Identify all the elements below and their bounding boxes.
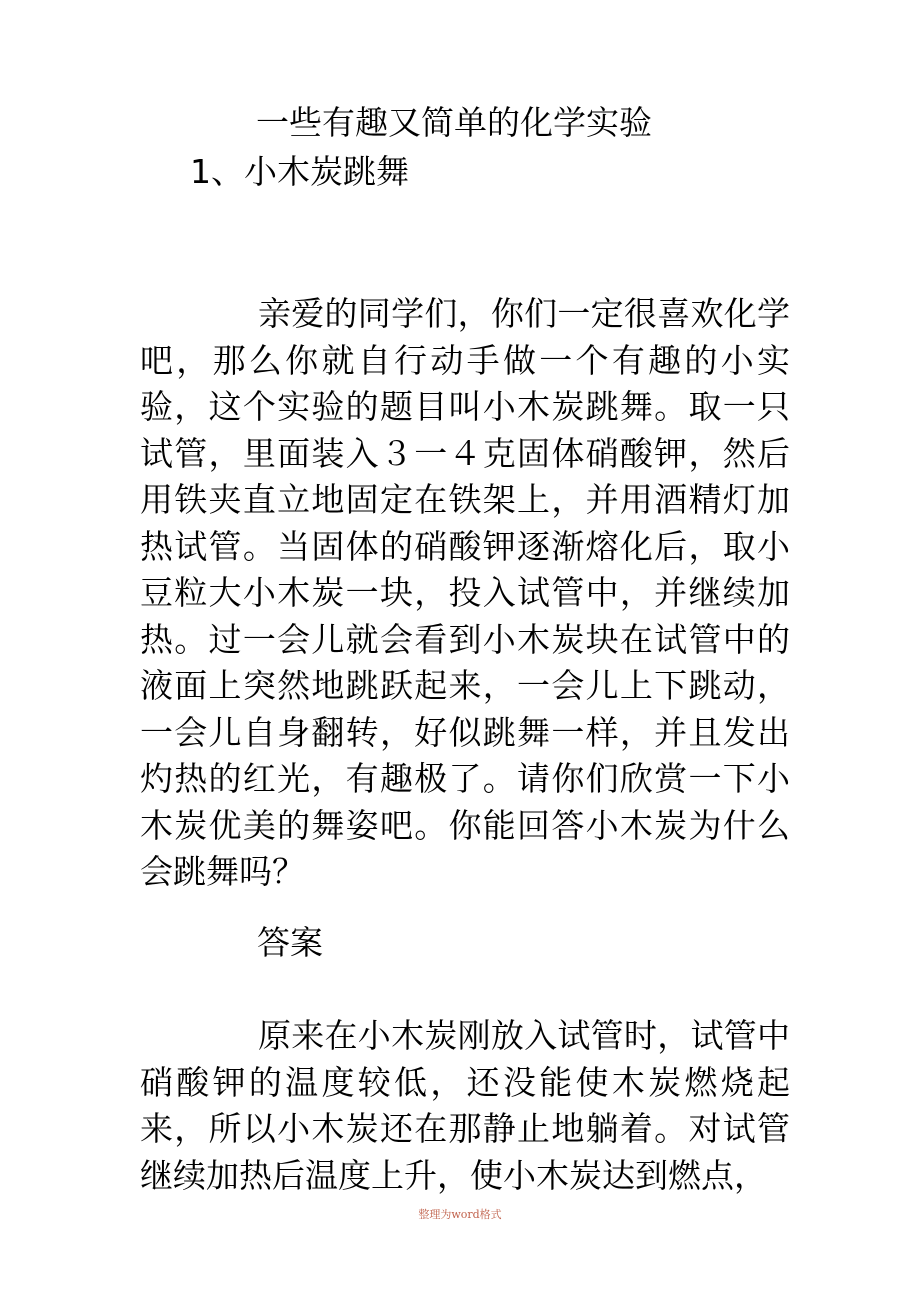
body-paragraph-1: 亲爱的同学们，你们一定很喜欢化学吧，那么你就自行动手做一个有趣的小实验，这个实验的题目叫小木炭跳舞。取一只试管，里面装入３一４克固体硝酸钾，然后用铁夹直立地固定在铁架上，并用酒精灯加热试管。当固体的硝酸钾逐渐熔化后，取小豆粒大小木炭一块，投入试管中，并继续加热。过一会儿就会看到小木炭块在试管中的液面上突然地跳跃起来，一会儿上下跳动，一会儿自身翻转，好似跳舞一样，并且发出灼热的红光，有趣极了。请你们欣赏一下小木炭优美的舞姿吧。你能回答小木炭为什么会跳舞吗？ <box>140 294 790 891</box>
section-heading: 1、小木炭跳舞 <box>190 152 409 191</box>
page-footer: 整理为word格式 <box>418 1208 502 1221</box>
body-paragraph-2: 原来在小木炭刚放入试管时，试管中硝酸钾的温度较低，还没能使木炭燃烧起来，所以小木炭还在那静止地躺着。对试管继续加热后温度上升，使小木炭达到燃点， <box>140 1016 790 1195</box>
document-title: 一些有趣又简单的化学实验 <box>256 103 652 142</box>
answer-label: 答案 <box>257 923 323 962</box>
